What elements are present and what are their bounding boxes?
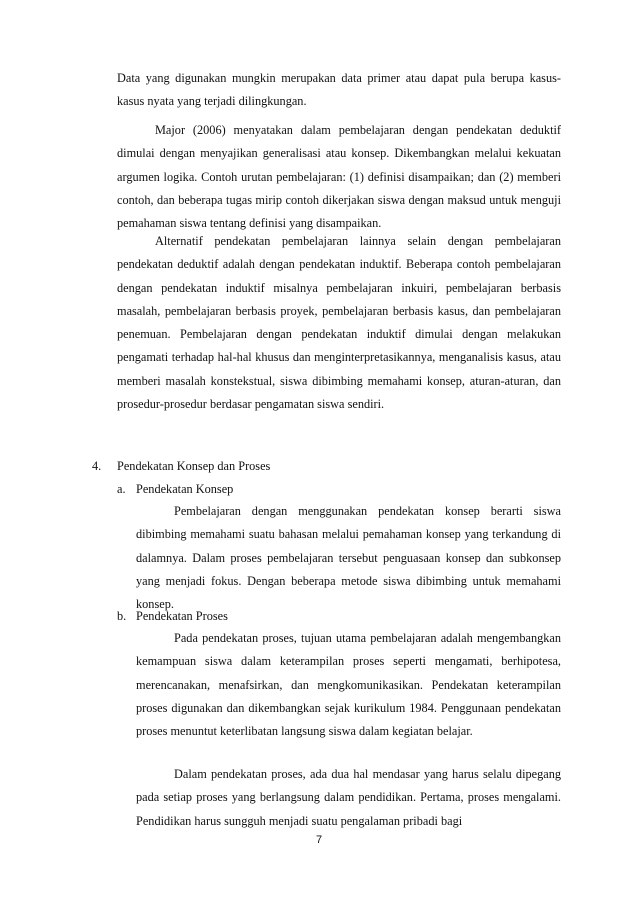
subsection-a-heading bbox=[117, 478, 233, 501]
subsection-a-letter: a. bbox=[117, 482, 126, 496]
subsection-b-letter: b. bbox=[117, 609, 127, 623]
section-4-title: Pendekatan Konsep dan Proses bbox=[117, 459, 271, 473]
paragraph-data-source: Data yang digunakan mungkin merupakan data primer atau dapat pula berupa kasus-kasus nyata yang terjadi dilingkungan. bbox=[117, 71, 561, 109]
section-4-number: 4. bbox=[92, 459, 102, 473]
subsection-a-title: Pendekatan Konsep bbox=[136, 482, 234, 496]
paragraph-deductive-approach: Major (2006) menyatakan dalam pembelajaran dengan pendekatan deduktif dimulai dengan menyajikan generalisasi atau konsep. Dikembangkan melalui kekuatan argumen logika. Contoh urutan pembelajaran: (1) definisi disampaikan; dan (2) memberi contoh, dan beberapa tugas mirip contoh dikerjakan siswa dengan maksud untuk menguji pemahaman siswa tentang definisi yang disampaikan. bbox=[117, 123, 561, 231]
paragraph-concept-approach: Pembelajaran dengan menggunakan pendekatan konsep berarti siswa dibimbing memahami suatu bahasan melalui pemahaman konsep yang terkandung di dalamnya. Dalam proses pembelajaran tersebut penguasaan konsep dan subkonsep yang menjadi fokus. Dengan beberapa metode siswa dibimbing untuk memahami konsep. bbox=[136, 504, 561, 612]
paragraph-process-approach: Pada pendekatan proses, tujuan utama pembelajaran adalah mengembangkan kemampuan siswa dalam keterampilan proses seperti mengamati, berhipotesa, merencanakan, menafsirkan, dan mengkomunikasikan. Pendekatan keterampilan proses digunakan dan dikembangkan sejak kurikulum 1984. Penggunaan pendekatan proses menuntut keterlibatan langsung siswa dalam kegiatan belajar. bbox=[136, 631, 561, 739]
paragraph-process-fundamentals: Dalam pendekatan proses, ada dua hal mendasar yang harus selalu dipegang pada setiap proses yang berlangsung dalam pendidikan. Pertama, proses mengalami. Pendidikan harus sungguh menjadi suatu pengalaman pribadi bagi bbox=[136, 767, 561, 828]
paragraph-inductive-approach: Alternatif pendekatan pembelajaran lainnya selain dengan pembelajaran pendekatan deduktif adalah dengan pendekatan induktif. Beberapa contoh pembelajaran dengan pendekatan induktif misalnya pembelajaran inkuiri, pembelajaran berbasis masalah, pembelajaran berbasis proyek, pembelajaran berbasis kasus, dan pembelajaran penemuan. Pembelajaran dengan pendekatan induktif dimulai dengan melakukan pengamati terhadap hal-hal khusus dan menginterpretasikannya, menganalisis kasus, atau memberi masalah konstekstual, siswa dibimbing memahami konsep, aturan-aturan, dan prosedur-prosedur berdasar pengamatan siswa sendiri. bbox=[117, 234, 561, 412]
subsection-b-title: Pendekatan Proses bbox=[136, 609, 228, 623]
page-number: 7 bbox=[315, 834, 323, 846]
section-4-heading bbox=[92, 455, 270, 478]
subsection-b-heading bbox=[117, 605, 228, 628]
